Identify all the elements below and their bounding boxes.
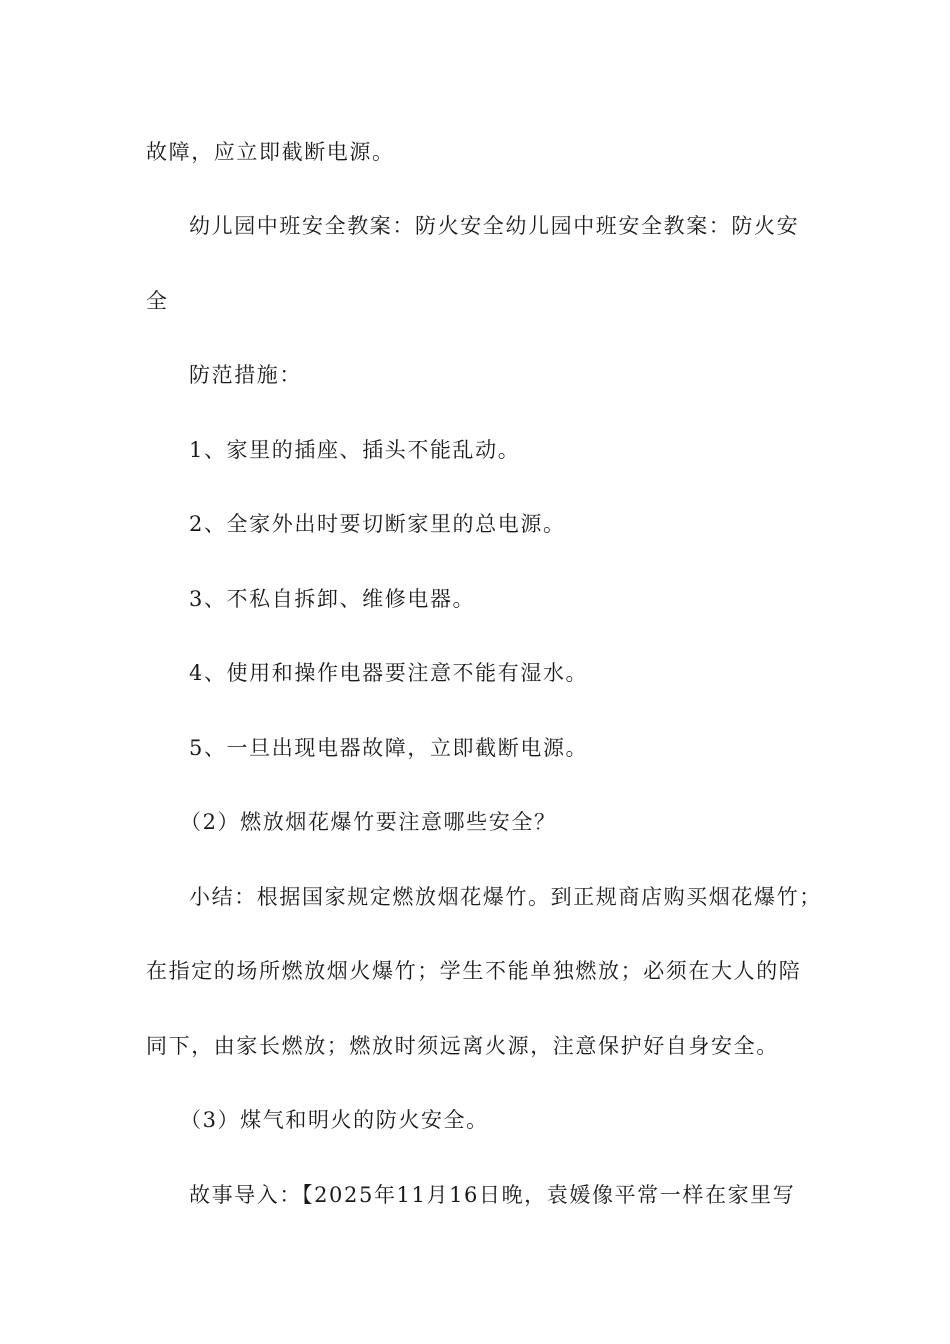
text-line-continuation: 故障，应立即截断电源。 bbox=[146, 140, 395, 164]
prevention-item-4: 4、使用和操作电器要注意不能有湿水。 bbox=[189, 661, 589, 685]
prevention-item-3: 3、不私自拆卸、维修电器。 bbox=[189, 587, 476, 611]
question-3-heading: （3）煤气和明火的防火安全。 bbox=[180, 1108, 489, 1132]
section-heading-line-1: 幼儿园中班安全教案：防火安全幼儿园中班安全教案：防火安 bbox=[189, 214, 800, 238]
story-intro-line: 故事导入：【2025年11月16日晚，袁媛像平常一样在家里写 bbox=[189, 1183, 796, 1207]
summary-line-3: 同下，由家长燃放；燃放时须远离火源，注意保护好自身安全。 bbox=[146, 1034, 779, 1058]
prevention-item-5: 5、一旦出现电器故障，立即截断电源。 bbox=[189, 736, 589, 760]
question-2-heading: （2）燃放烟花爆竹要注意哪些安全？ bbox=[180, 810, 557, 834]
prevention-heading: 防范措施： bbox=[189, 363, 302, 387]
summary-line-1: 小结：根据国家规定燃放烟花爆竹。到正规商店购买烟花爆竹； bbox=[189, 885, 822, 909]
prevention-item-1: 1、家里的插座、插头不能乱动。 bbox=[189, 438, 521, 462]
section-heading-line-2: 全 bbox=[146, 289, 169, 313]
summary-line-2: 在指定的场所燃放烟火爆竹；学生不能单独燃放；必须在大人的陪 bbox=[146, 959, 802, 983]
prevention-item-2: 2、全家外出时要切断家里的总电源。 bbox=[189, 512, 566, 536]
